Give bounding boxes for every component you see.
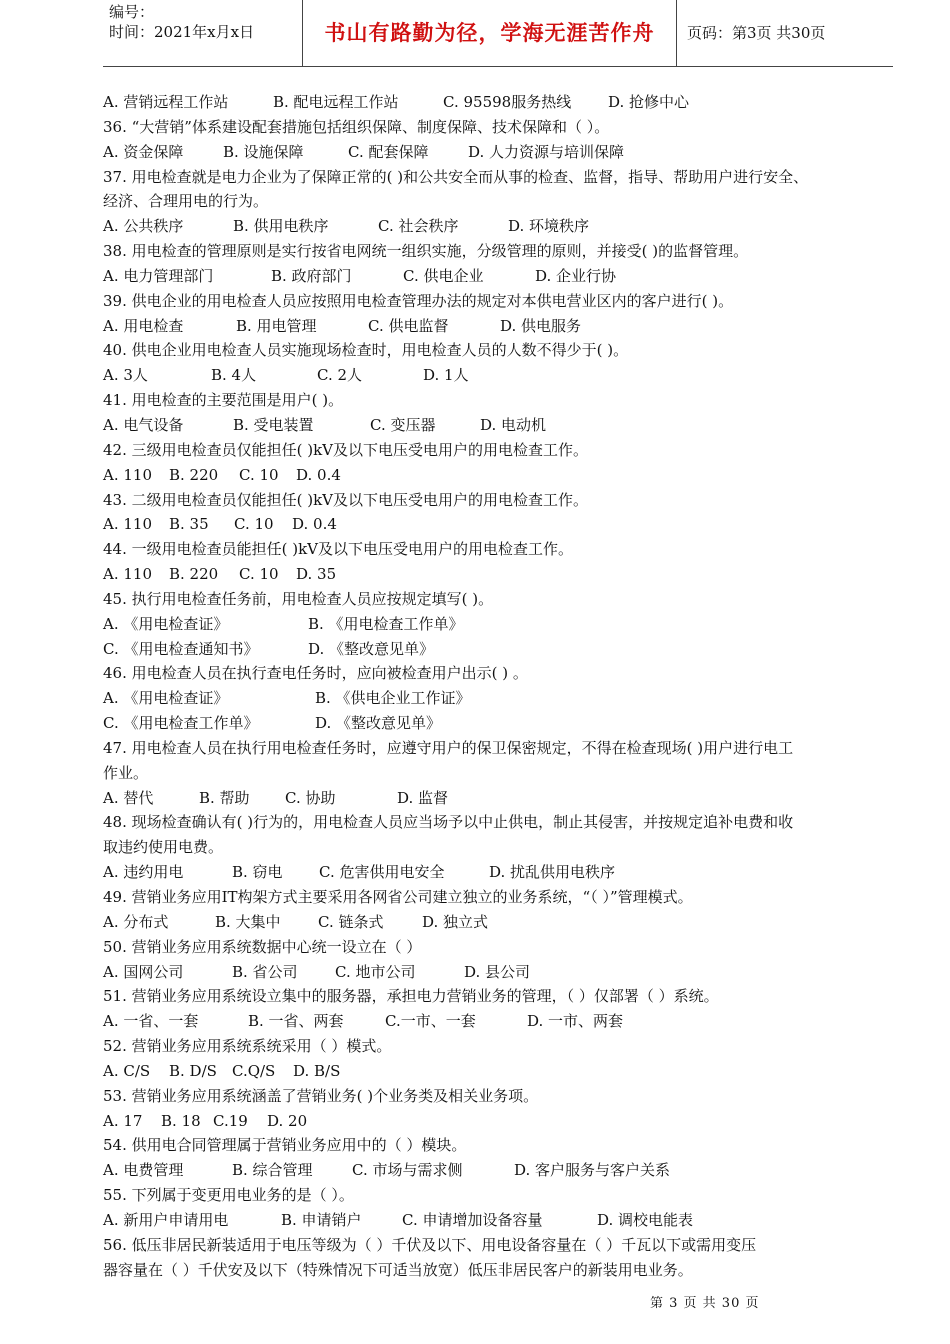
- document-body: [103, 90, 903, 1283]
- time-label: 时间：2021年x月x日: [109, 23, 255, 41]
- option-text: D. 独立式: [422, 912, 489, 931]
- option-text: B. 18: [161, 1111, 201, 1130]
- question-line: [103, 1183, 903, 1208]
- header-info: [103, 0, 303, 66]
- options-line: [103, 314, 903, 339]
- question-text: 41. 用电检查的主要范围是用户( )。: [103, 391, 344, 410]
- option-text: D. 人力资源与培训保障: [468, 142, 625, 161]
- option-text: A. 新用户申请用电: [103, 1210, 229, 1229]
- options-line: [103, 1109, 903, 1134]
- option-text: C. 社会秩序: [378, 217, 459, 236]
- option-text: A. 电力管理部门: [103, 266, 214, 285]
- option-text: A. 《用电检查证》: [103, 614, 229, 633]
- option-text: D. 客户服务与客户关系: [514, 1161, 671, 1180]
- options-line: [103, 512, 903, 537]
- option-text: B. 配电远程工作站: [273, 93, 399, 111]
- question-line: [103, 488, 903, 513]
- options-line: [103, 860, 903, 885]
- option-text: A. 17: [103, 1111, 143, 1130]
- question-line: [103, 239, 903, 264]
- option-text: C. 市场与需求侧: [352, 1161, 463, 1180]
- option-text: C. 地市公司: [335, 962, 416, 981]
- option-text: B. 政府部门: [271, 266, 352, 285]
- question-text: 36. “大营销”体系建设配套措施包括组织保障、制度保障、技术保障和（ ）。: [103, 117, 610, 136]
- question-text: 39. 供电企业的用电检查人员应按照用电检查管理办法的规定对本供电营业区内的客户进行( )。: [103, 291, 734, 310]
- options-line: [103, 264, 903, 289]
- header-motto: 书山有路勤为径，学海无涯苦作舟: [303, 0, 677, 66]
- question-line: [103, 388, 903, 413]
- options-line: [103, 910, 903, 935]
- number-label: 编号：: [109, 3, 155, 21]
- option-text: D. 《整改意见单》: [308, 639, 435, 658]
- option-text: B. 35: [169, 515, 209, 534]
- option-text: C. 配套保障: [348, 142, 429, 161]
- option-text: C. 协助: [285, 788, 336, 807]
- question-text: 取违约使用电费。: [103, 838, 224, 857]
- option-text: D. 35: [296, 565, 337, 584]
- question-line: [103, 338, 903, 363]
- options-line: [103, 463, 903, 488]
- question-line: [103, 1034, 903, 1059]
- option-text: D. 1人: [423, 366, 469, 385]
- option-text: A. 一省、一套: [103, 1012, 199, 1031]
- option-text: A. 《用电检查证》: [103, 689, 229, 708]
- question-line: [103, 1233, 903, 1258]
- option-text: C. 链条式: [318, 912, 384, 931]
- options-line: [103, 711, 903, 736]
- option-text: D. 0.4: [296, 465, 341, 484]
- option-text: B. 综合管理: [232, 1161, 313, 1180]
- option-text: B. 用电管理: [236, 316, 317, 335]
- page-footer: 第 3 页 共 30 页: [650, 1296, 760, 1311]
- option-text: A. 110: [103, 515, 152, 534]
- question-text: 55. 下列属于变更用电业务的是（ ）。: [103, 1186, 354, 1205]
- question-text: 50. 营销业务应用系统数据中心统一设立在（ ）: [103, 937, 422, 956]
- options-line: [103, 1059, 903, 1084]
- option-text: A. 用电检查: [103, 316, 184, 335]
- question-text: 37. 用电检查就是电力企业为了保障正常的( )和公共安全而从事的检查、监督，指导、帮助用户进行安全、: [103, 167, 809, 186]
- options-line: [103, 786, 903, 811]
- option-text: B. D/S: [169, 1061, 217, 1080]
- option-text: C. 变压器: [370, 415, 436, 434]
- options-line: [103, 612, 903, 637]
- option-text: A. 110: [103, 565, 152, 584]
- question-text: 53. 营销业务应用系统涵盖了营销业务( )个业务类及相关业务项。: [103, 1086, 539, 1105]
- question-line: [103, 736, 903, 761]
- question-line: [103, 438, 903, 463]
- options-line: [103, 960, 903, 985]
- option-text: A. 营销远程工作站: [103, 93, 229, 111]
- option-text: B. 申请销户: [281, 1210, 362, 1229]
- option-text: B. 《用电检查工作单》: [308, 614, 464, 633]
- options-line: [103, 686, 903, 711]
- options-line: [103, 140, 903, 165]
- option-text: A. 替代: [103, 788, 154, 807]
- option-text: C. 《用电检查通知书》: [103, 639, 259, 658]
- option-text: D. 抢修中心: [608, 93, 690, 111]
- option-text: D. 供电服务: [500, 316, 582, 335]
- question-text: 42. 三级用电检查员仅能担任( )kV及以下电压受电用户的用电检查工作。: [103, 440, 589, 459]
- option-text: B. 受电装置: [233, 415, 314, 434]
- question-text: 经济、合理用电的行为。: [103, 192, 269, 211]
- option-text: B. 帮助: [199, 788, 250, 807]
- option-text: D. 一市、两套: [527, 1012, 624, 1031]
- options-line: [103, 1009, 903, 1034]
- question-text: 44. 一级用电检查员能担任( )kV及以下电压受电用户的用电检查工作。: [103, 540, 574, 559]
- question-text: 56. 低压非居民新装适用于电压等级为（ ）千伏及以下、用电设备容量在（ ）千瓦以下或需用变压: [103, 1235, 757, 1254]
- option-text: C.Q/S: [232, 1061, 276, 1080]
- options-line: [103, 1158, 903, 1183]
- question-line: [103, 537, 903, 562]
- question-text: 51. 营销业务应用系统设立集中的服务器，承担电力营销业务的管理，（ ）仅部署（ ）系统。: [103, 987, 719, 1006]
- question-text: 器容量在（ ）千伏安及以下（特殊情况下可适当放宽）低压非居民客户的新装用电业务。: [103, 1260, 693, 1279]
- question-line: [103, 289, 903, 314]
- page-header: [103, 0, 893, 67]
- question-text: 54. 供用电合同管理属于营销业务应用中的（ ）模块。: [103, 1136, 467, 1155]
- question-text: 46. 用电检查人员在执行查电任务时，应向被检查用户出示( ) 。: [103, 664, 528, 683]
- option-text: B. 省公司: [232, 962, 298, 981]
- question-line: [103, 165, 903, 190]
- options-line: [103, 214, 903, 239]
- option-text: D. 电动机: [480, 415, 547, 434]
- option-text: C. 95598服务热线: [443, 93, 572, 111]
- option-text: D. B/S: [293, 1061, 341, 1080]
- option-text: C. 申请增加设备容量: [402, 1210, 543, 1229]
- option-text: C. 2人: [317, 366, 363, 385]
- question-line: [103, 189, 903, 214]
- option-text: C. 10: [239, 565, 279, 584]
- option-text: C.一市、一套: [385, 1012, 476, 1031]
- option-text: D. 监督: [397, 788, 449, 807]
- option-text: B. 《供电企业工作证》: [315, 689, 471, 708]
- option-text: B. 一省、两套: [248, 1012, 344, 1031]
- option-text: C. 10: [234, 515, 274, 534]
- option-text: A. 分布式: [103, 912, 169, 931]
- options-line: [103, 90, 903, 115]
- question-line: [103, 661, 903, 686]
- options-line: [103, 363, 903, 388]
- option-text: C. 危害供用电安全: [319, 863, 445, 882]
- options-line: [103, 1208, 903, 1233]
- option-text: C. 供电监督: [368, 316, 449, 335]
- question-text: 45. 执行用电检查任务前，用电检查人员应按规定填写( )。: [103, 589, 494, 608]
- question-text: 52. 营销业务应用系统系统采用（ ）模式。: [103, 1037, 392, 1056]
- question-text: 48. 现场检查确认有( )行为的，用电检查人员应当场予以中止供电，制止其侵害，并按规定追补电费和收: [103, 813, 794, 832]
- option-text: B. 大集中: [215, 912, 281, 931]
- options-line: [103, 413, 903, 438]
- question-line: [103, 115, 903, 140]
- option-text: D. 调校电能表: [597, 1210, 694, 1229]
- question-text: 40. 供电企业用电检查人员实施现场检查时，用电检查人员的人数不得少于( )。: [103, 341, 629, 360]
- option-text: C.19: [213, 1111, 248, 1130]
- option-text: D. 20: [267, 1111, 308, 1130]
- question-line: [103, 1258, 903, 1283]
- option-text: B. 4人: [211, 366, 257, 385]
- option-text: D. 环境秩序: [508, 217, 590, 236]
- question-line: [103, 1084, 903, 1109]
- question-text: 49. 营销业务应用IT构架方式主要采用各网省公司建立独立的业务系统，“（ ）”管理模式。: [103, 888, 693, 906]
- option-text: D. 企业行协: [535, 266, 617, 285]
- question-text: 47. 用电检查人员在执行用电检查任务时，应遵守用户的保卫保密规定，不得在检查现场( )用户进行电工: [103, 738, 794, 757]
- question-line: [103, 984, 903, 1009]
- question-line: [103, 1133, 903, 1158]
- question-line: [103, 885, 903, 910]
- question-text: 作业。: [103, 763, 149, 782]
- option-text: A. 国网公司: [103, 962, 184, 981]
- option-text: A. 公共秩序: [103, 217, 184, 236]
- question-line: [103, 935, 903, 960]
- question-line: [103, 810, 903, 835]
- option-text: D. 县公司: [464, 962, 531, 981]
- option-text: B. 设施保障: [223, 142, 304, 161]
- option-text: A. C/S: [103, 1061, 151, 1080]
- question-line: [103, 835, 903, 860]
- question-line: [103, 587, 903, 612]
- option-text: B. 220: [169, 465, 219, 484]
- option-text: D. 扰乱供用电秩序: [489, 863, 616, 882]
- option-text: C. 《用电检查工作单》: [103, 714, 259, 733]
- option-text: B. 窃电: [232, 863, 283, 882]
- option-text: A. 3人: [103, 366, 148, 385]
- option-text: A. 资金保障: [103, 142, 184, 161]
- option-text: D. 0.4: [292, 515, 337, 534]
- option-text: B. 220: [169, 565, 219, 584]
- option-text: A. 电费管理: [103, 1161, 184, 1180]
- question-text: 43. 二级用电检查员仅能担任( )kV及以下电压受电用户的用电检查工作。: [103, 490, 589, 509]
- option-text: D. 《整改意见单》: [315, 714, 442, 733]
- question-line: [103, 761, 903, 786]
- option-text: B. 供用电秩序: [233, 217, 329, 236]
- option-text: C. 供电企业: [403, 266, 484, 285]
- option-text: A. 110: [103, 465, 152, 484]
- question-text: 38. 用电检查的管理原则是实行按省电网统一组织实施，分级管理的原则，并接受( )的监督管理。: [103, 242, 749, 261]
- option-text: A. 电气设备: [103, 415, 184, 434]
- option-text: C. 10: [239, 465, 279, 484]
- header-page-label: 页码：第3页 共30页: [687, 24, 826, 42]
- option-text: A. 违约用电: [103, 863, 184, 882]
- options-line: [103, 562, 903, 587]
- options-line: [103, 637, 903, 662]
